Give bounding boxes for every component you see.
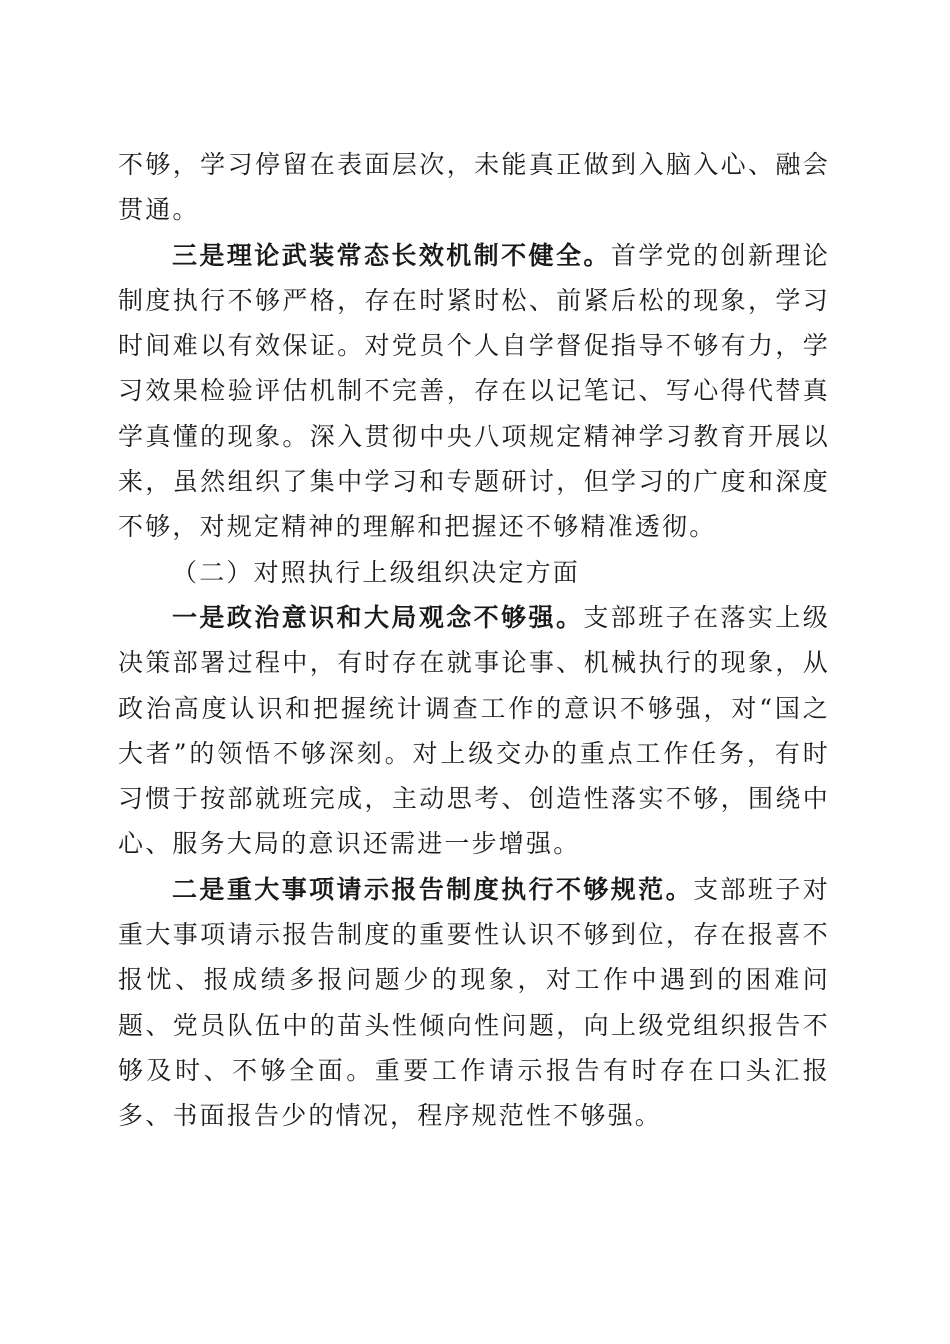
paragraph-body: 首学党的创新理论制度执行不够严格，存在时紧时松、前紧后松的现象，学习时间难以有效保证。对党员个人自学督促指导不够有力，学习效果检验评估机制不完善，存在以记笔记、写心得代替真学真懂的现象。深入贯彻中央八项规定精神学习教育开展以来，虽然组织了集中学习和专题研讨，但学习的广度和深度不够，对规定精神的理解和把握还不够精准透彻。 xyxy=(118,240,830,542)
paragraph-point-one xyxy=(118,595,830,867)
paragraph-point-three xyxy=(118,233,830,550)
paragraph-lead: 三是理论武装常态长效机制不健全。 xyxy=(172,240,611,270)
paragraph-body: 不够，学习停留在表面层次，未能真正做到入脑入心、融会贯通。 xyxy=(118,150,830,225)
paragraph-continuation xyxy=(118,142,830,233)
paragraph-body: 支部班子对重大事项请示报告制度的重要性认识不够到位，存在报喜不报忧、报成绩多报问题少的现象，对工作中遇到的困难问题、党员队伍中的苗头性倾向性问题，向上级党组织报告不够及时、不够全面。重要工作请示报告有时存在口头汇报多、书面报告少的情况，程序规范性不够强。 xyxy=(118,874,830,1131)
section-heading xyxy=(118,550,830,595)
paragraph-lead: 二是重大事项请示报告制度执行不够规范。 xyxy=(172,874,694,904)
section-heading-text: （二）对照执行上级组织决定方面 xyxy=(172,557,581,587)
paragraph-lead: 一是政治意识和大局观念不够强。 xyxy=(172,602,584,632)
document-body xyxy=(118,142,830,1139)
paragraph-point-two xyxy=(118,867,830,1139)
paragraph-body: 支部班子在落实上级决策部署过程中，有时存在就事论事、机械执行的现象，从政治高度认识和把握统计调查工作的意识不够强，对“国之大者”的领悟不够深刻。对上级交办的重点工作任务，有时习惯于按部就班完成，主动思考、创造性落实不够，围绕中心、服务大局的意识还需进一步增强。 xyxy=(118,602,830,859)
